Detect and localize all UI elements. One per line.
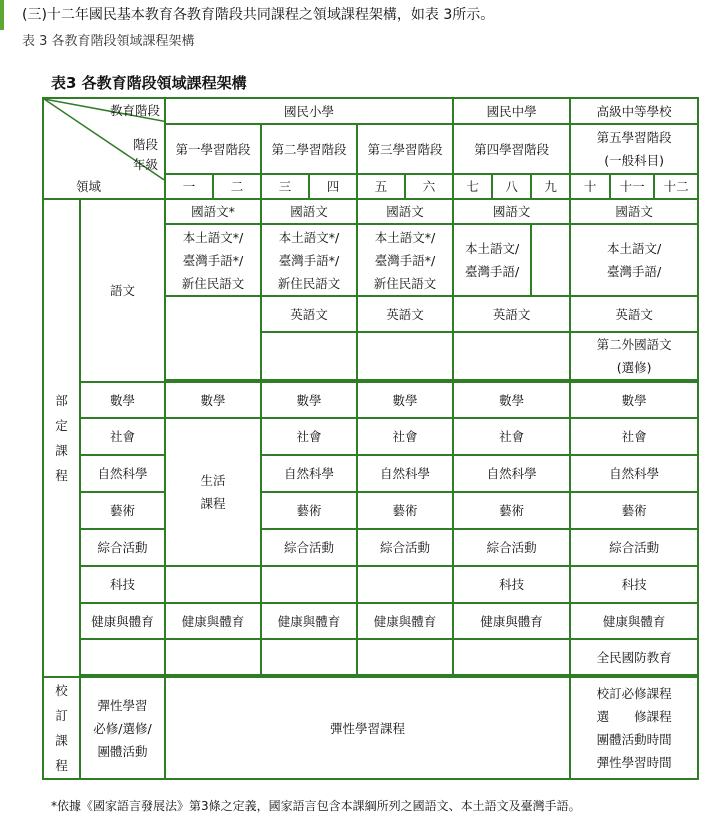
senior-header: 高級中等學校 [570,98,698,124]
cell-science-p3: 自然科學 [357,455,453,492]
cell-english-p2: 英語文 [261,296,357,332]
cell-mandarin-p2: 國語文 [261,199,357,224]
cell-local-p2: 本土語文*/ 臺灣手語*/ 新住民語文 [261,224,357,296]
cell-arts-p5: 藝術 [570,492,698,529]
grade-cell: 七 [453,174,492,199]
cell-english-p5: 英語文 [570,296,698,332]
cell-social-p3: 社會 [357,418,453,455]
cell-integrative-p3: 綜合活動 [357,529,453,566]
cell-math-p4: 數學 [453,382,570,418]
cell-second-lang-p5: 第二外國語文 (選修) [570,332,698,380]
cell-mandarin-p4: 國語文 [453,199,570,224]
cell-arts-p4: 藝術 [453,492,570,529]
subject-tech: 科技 [80,566,165,603]
cell-empty [261,332,357,380]
subject-social: 社會 [80,418,165,455]
cell-mandarin-p3: 國語文 [357,199,453,224]
cell-local-p1: 本土語文*/ 臺灣手語*/ 新住民語文 [165,224,261,296]
cell-integrative-p5: 綜合活動 [570,529,698,566]
corner-phase-label: 階段 [132,137,158,152]
cell-empty [531,224,570,296]
curriculum-table [42,97,699,780]
required-category: 部 定 課 程 [43,199,80,677]
subject-math: 數學 [80,382,165,418]
school-category: 校 訂 課 程 [43,677,80,779]
cell-school-senior: 校訂必修課程 選 修課程 團體活動時間 彈性學習時間 [570,677,698,779]
cell-flex-course: 彈性學習課程 [165,677,570,779]
cell-health-p3: 健康與體育 [357,603,453,639]
cell-integrative-p2: 綜合活動 [261,529,357,566]
cell-empty [80,639,165,675]
cell-empty [357,639,453,675]
subject-language: 語文 [80,199,165,382]
cell-social-p5: 社會 [570,418,698,455]
cell-empty [261,639,357,675]
cell-math-p2: 數學 [261,382,357,418]
grade-cell: 十二 [654,174,698,199]
cell-empty [165,639,261,675]
phase2-header: 第二學習階段 [261,124,357,174]
phase1-header: 第一學習階段 [165,124,261,174]
cell-science-p2: 自然科學 [261,455,357,492]
cell-mandarin-p1: 國語文* [165,199,261,224]
cell-arts-p3: 藝術 [357,492,453,529]
cell-empty [261,566,357,603]
cell-health-p5: 健康與體育 [570,603,698,639]
cell-math-p5: 數學 [570,382,698,418]
subject-flexible: 彈性學習 必修/選修/ 團體活動 [80,677,165,779]
cell-health-p1: 健康與體育 [165,603,261,639]
cell-health-p4: 健康與體育 [453,603,570,639]
cell-empty [453,639,570,675]
corner-header [43,98,165,199]
grade-cell: 四 [309,174,357,199]
cell-english-p4: 英語文 [453,296,570,332]
phase5-subtitle: (一般科目) [604,153,664,168]
cell-english-p3: 英語文 [357,296,453,332]
table-caption-small: 表 3 各教育階段領域課程架構 [22,34,195,49]
footnote: *依據《國家語言發展法》第3條之定義，國家語言包含本課綱所列之國語文、本土語文及臺灣手語。 [51,799,581,813]
cell-empty [357,332,453,380]
junior-header: 國民中學 [453,98,570,124]
cell-arts-p2: 藝術 [261,492,357,529]
cell-life-course: 生活 課程 [165,418,261,566]
grade-cell: 六 [405,174,453,199]
grade-cell: 一 [165,174,213,199]
cell-local-p5: 本土語文/ 臺灣手語/ [570,224,698,296]
cell-tech-p5: 科技 [570,566,698,603]
cell-local-p4: 本土語文/ 臺灣手語/ [453,224,531,296]
corner-stage-label: 教育階段 [109,103,160,118]
subject-science: 自然科學 [80,455,165,492]
cell-local-p3: 本土語文*/ 臺灣手語*/ 新住民語文 [357,224,453,296]
cell-social-p4: 社會 [453,418,570,455]
phase3-header: 第三學習階段 [357,124,453,174]
cell-social-p2: 社會 [261,418,357,455]
cell-empty [165,296,261,380]
grade-cell: 十 [570,174,610,199]
grade-cell: 二 [213,174,261,199]
cell-tech-p4: 科技 [453,566,570,603]
cell-math-p1: 數學 [165,382,261,418]
cell-science-p4: 自然科學 [453,455,570,492]
subject-integrative: 綜合活動 [80,529,165,566]
phase5-title: 第五學習階段 [596,130,672,145]
grade-cell: 九 [531,174,570,199]
intro-text: (三)十二年國民基本教育各教育階段共同課程之領域課程架構，如表 3所示。 [22,7,495,23]
cell-empty [357,566,453,603]
phase5-header [570,124,698,174]
cell-health-p2: 健康與體育 [261,603,357,639]
grade-cell: 八 [492,174,531,199]
subject-health: 健康與體育 [80,603,165,639]
cell-science-p5: 自然科學 [570,455,698,492]
grade-cell: 三 [261,174,309,199]
subject-arts: 藝術 [80,492,165,529]
cell-empty [453,332,570,380]
phase4-header: 第四學習階段 [453,124,570,174]
elementary-header: 國民小學 [165,98,453,124]
cell-defense-p5: 全民國防教育 [570,639,698,675]
cell-mandarin-p5: 國語文 [570,199,698,224]
cell-integrative-p4: 綜合活動 [453,529,570,566]
corner-domain-label: 領域 [76,179,102,194]
grade-cell: 五 [357,174,405,199]
grade-cell: 十一 [610,174,654,199]
cell-math-p3: 數學 [357,382,453,418]
corner-grade-label: 年級 [132,157,158,172]
table-caption: 表3 各教育階段領域課程架構 [51,74,247,92]
cell-empty [165,566,261,603]
accent-bar [0,0,4,30]
